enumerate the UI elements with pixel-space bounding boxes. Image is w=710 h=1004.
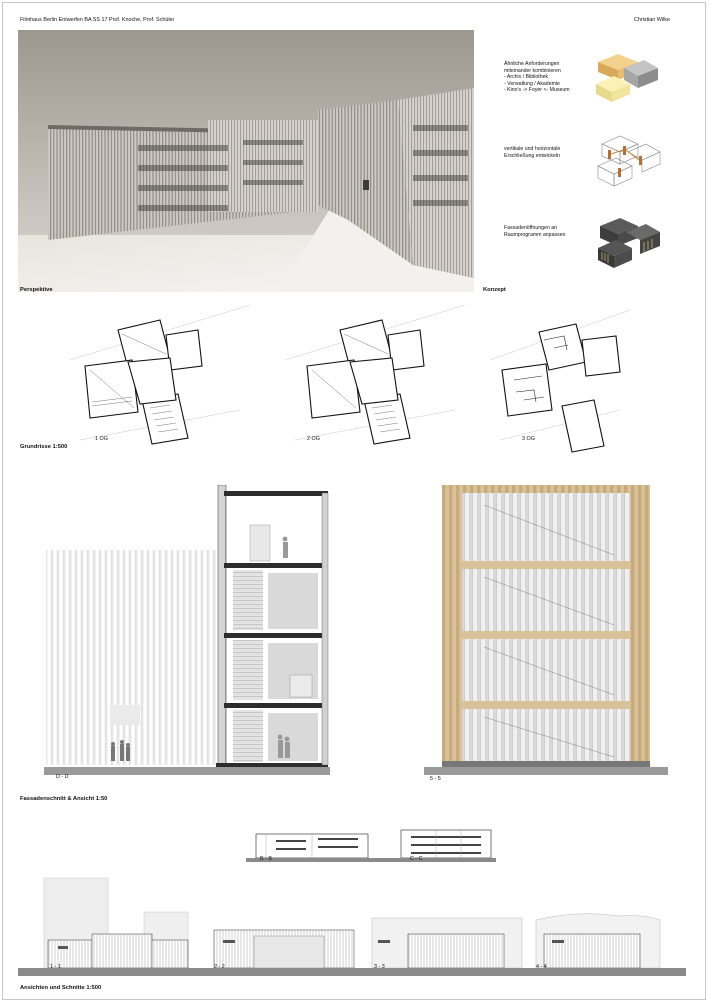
concept-text-1: Ähnliche Anforderungen miteinander kombinieren - Archiv / Bibliothek - Verwaltung / Akademie - Kino's -> Foyer <- Museum	[504, 61, 570, 94]
elevations-label: Ansichten und Schnitte 1:500	[20, 985, 102, 991]
author-name: Christian Wilke	[634, 17, 670, 23]
floor-label-1og: 1 OG	[95, 436, 108, 442]
concept-label: Konzept	[483, 287, 506, 293]
elevations-strip	[18, 870, 686, 982]
elevation-tag-22: 2 - 2	[214, 964, 225, 970]
elevation-tag-11: 1 - 1	[50, 964, 61, 970]
concept-diagram-program	[590, 50, 662, 108]
floor-label-3og: 3 OG	[522, 436, 535, 442]
plans-label: Grundrisse 1:500	[20, 444, 68, 450]
floor-plans	[70, 300, 650, 455]
view-tag-55: 5 - 5	[430, 776, 441, 782]
concept-text-3: Fassadenöffnungen an Raumprogramm anpassen	[504, 225, 566, 238]
section-tag-cc: C - C	[410, 856, 423, 862]
concept-diagram-facade	[592, 210, 664, 272]
elevation-tag-44: 4 - 4	[536, 964, 547, 970]
small-sections	[246, 824, 496, 866]
concept-text-2: vertikale und horizontale Erschließung entwickeln	[504, 146, 561, 159]
elevation-tag-33: 3 - 3	[374, 964, 385, 970]
facade-section	[38, 485, 330, 777]
section-tag-dd: D - D	[56, 774, 69, 780]
concept-diagram-circulation	[592, 130, 664, 192]
perspective-label: Perspektive	[20, 287, 53, 293]
facade-label: Fassadenschnitt & Ansicht 1:50	[20, 796, 108, 802]
section-tag-bb: B - B	[260, 856, 272, 862]
floor-label-2og: 2 OG	[307, 436, 320, 442]
perspective-render	[18, 30, 474, 292]
project-title: Filmhaus Berlin Entwerfen BA SS 17 Prof. Knoche, Prof. Schüler	[20, 17, 175, 23]
facade-view	[424, 485, 668, 777]
